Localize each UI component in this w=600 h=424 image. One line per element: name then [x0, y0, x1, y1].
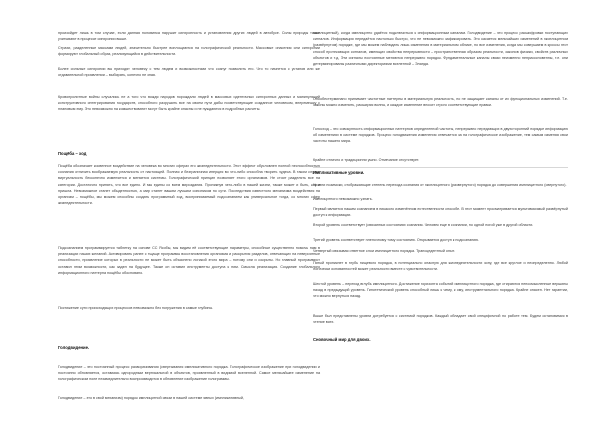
paragraph: Выше был представлены уровни дотребуется с системой порядков. Каждый обладает свой специфичной по работе тем. Будем остановимся в чтение всех. [313, 314, 568, 325]
paragraph: произойдет лишь в том случае, если данная половинка нарушит синхронность и установления других людей в автобусе. Силы природы также учитывают в процессе синхронии выше. [58, 31, 320, 42]
paragraph: Голосход – это совокупность информационных паттернов определенной частоты, непрерывно передающих в двухсторонний порядке информацию об изменениях в системе порядков. Процесс голодвижения изменения отвечается за на голографическое изображение, тем самым изменяя свои частоты нашего мира. [313, 127, 568, 144]
section-heading: Голодвидение. [58, 345, 90, 350]
section-heading: Импликативные уровни. [313, 170, 365, 175]
paragraph: Имплицитного невозможно узнать. [313, 197, 373, 201]
paragraph: Голодвидение – это постоянный процесс разворачивания (свертывания импликативного порядка. Голографическое изображение при голодвидении и постоянно обновляется, оставаясь однородным вертикальной в объектов, проявленный в видимой вселенной. Самое мельчайшее изменение на голографическом поле незамедлительно воспроизводится в обновление изображение голограммы. [58, 365, 320, 382]
paragraph: Страхи, разделенные массами людей, значительно быстрее воплощаются на голографической реальности. Массовые опасения или синхронии формируют глобальный образ, реализующийся в действительности. [58, 46, 320, 57]
paragraph: Онообестерминано принимает частотные паттерны в материальную реальность, но не защищает каналы от их функциональных изменений. Т.е. законы можно изменить, расширяя волны, и каждое изменение вносит строго соответствующие правки. [313, 97, 568, 108]
paragraph: Четвертый связывая ответное слои имплицитного порядка. Трансцедентный опыт. [313, 249, 455, 253]
paragraph: Уровни позимоки, отображающие степень перехода сознания от эксплицитного (развернутого) порядка до совершения имплицитного (свернутого). [313, 183, 567, 187]
paragraph: Голодвидение – это в свой механизм) порядок имплицитной связи в нашей системе явных (импликативный, [58, 396, 245, 400]
paragraph: Первый является нашим сознанием в никакого изменённом естественности способе. В этот момент просматривается мультивисимый развёрнутый доступ к информации. [313, 207, 568, 218]
paragraph: Постижение сути происходящих процессов невозможно без погружения в самые глубины. [58, 306, 214, 310]
section-heading: Пощёба – ход [58, 151, 87, 156]
paragraph: Кровопролитные войны случались не а того что вождя народов порождали людей в массовых идентичных синхронных данных и манипуляций конструктивного интегрирования государств, способного разрушить все на своем пути дабы посветствующие созданное человеком, вперемешку с плановым ему. Это невозможно на комшествоватит могут быть крайне опасны и не нуждаются в подробных расчеты. [58, 95, 320, 112]
paragraph: Третий уровень соответствует пленочному тому состоянию. Открывается доступ к подсознанию. [313, 238, 480, 242]
paragraph: Пощёба обозначает косвенное воздействие на человека во многих сферах его жизнедеятельности. Этот эффект обусловлен полной неспособностью сознания отличить воображаемую реальность от настоящей. Полная и безграничная инерция во что-либо способна творить чудеса. В таком случае виртуальность бесконечно изменяется и меняется системы. Голографический принцип позволяет этого организмов. Не стоит разделять все на категории. Достаточно принять, что все едино. И мы едины со всем мироздания. Проникнув чего-либо в нашей жизни, также может и быть, как и пришла. Невозможное станет обыденностью, а мир станет вашим лучшим союзником по сути. Последствия известного механизма воздействия на организм – пощёбы, мы можем способны создать программный ход, воспринимаемый подсознанием как универсальное тогда, со многих сфер жизнедеятельности. [58, 164, 320, 206]
paragraph: Подсознанием программируется таблетку на основе СС Ясобы, мы видим её соответствующие параметры, способные существенно помочь нам в реализации наших желаний. Активировать ранее с тщаще программы восстановления организма и раскрытия разделов, отвечающих на невероятные способности, проявление которых в реальности не может быть объяснено логикой этого мира – потому они и сокрыты. Но главный программист оставил этим возможности, как задел на будущее. Также он оставил инструменты доступа к ним. Смысла реализация. Создание глобального информационного паттерна пощёбы обосновано. [58, 246, 320, 275]
divider [313, 167, 568, 168]
section-heading: Сновочный мир для двоих. [313, 337, 371, 342]
paragraph: Шестой уровень – переход вглубь имплицитного. Достижение горизонта событий имплицитного порядка, где стираются непосмысленные вершины назад в предыдущий уровень. Гипотетический уровень способный лишь к чему, к ому, инструментального порядка. Крайне опасен. Нет гарантии, что можно вернуться назад. [313, 282, 568, 299]
paragraph: эксплицитный), когда имплицитно удаётся подключиться к информационным каналам. Голодвидение – это процесс расшифровки поступающих сигналов. Информация передаётся настолько быстро, что не невозможно зафиксировать. Это касается мельчайших изменений в эксплицитном (развёрнутом) порядке, где мы можем наблюдать лишь изменения в материальном облике, но все изменения, когда мы совершаем в кроссы этот способ протекающих сигналов, имеющих свойства непрерывности – пространственная образом реальности, законов физики, свойств различных объектов и т.д. Эти сигналы постоянные меняются непрерывно порядок. Фундаментальные каналы связи неизменно неприкосновенны, т.е. они детерминированы различными директориями вселенной – Эланда. [313, 31, 568, 67]
paragraph: Более сильные синхронии вы приходят человеку с тем людем и возможностями что сознуг позволить его. Что то начнется с установ или же отдавательной проявлении – выбирать, конечно не зная. [58, 67, 320, 78]
paragraph: Пятый проникнет в глубь пищевого порядка, в потенциально опасную для жизнедеятельности зону, где все круглое и неопределенно. Любой логически основанностей может реальности вместе с чувствительности. [313, 261, 568, 272]
paragraph: Крайне отлично и традиционни ушно. Отмечание отсутствует. [313, 158, 420, 162]
paragraph: Второй уровень соответствует (связанных состояниях сознания. Человек еще в сознании, но одной ногой уже в другой области. [313, 223, 534, 227]
